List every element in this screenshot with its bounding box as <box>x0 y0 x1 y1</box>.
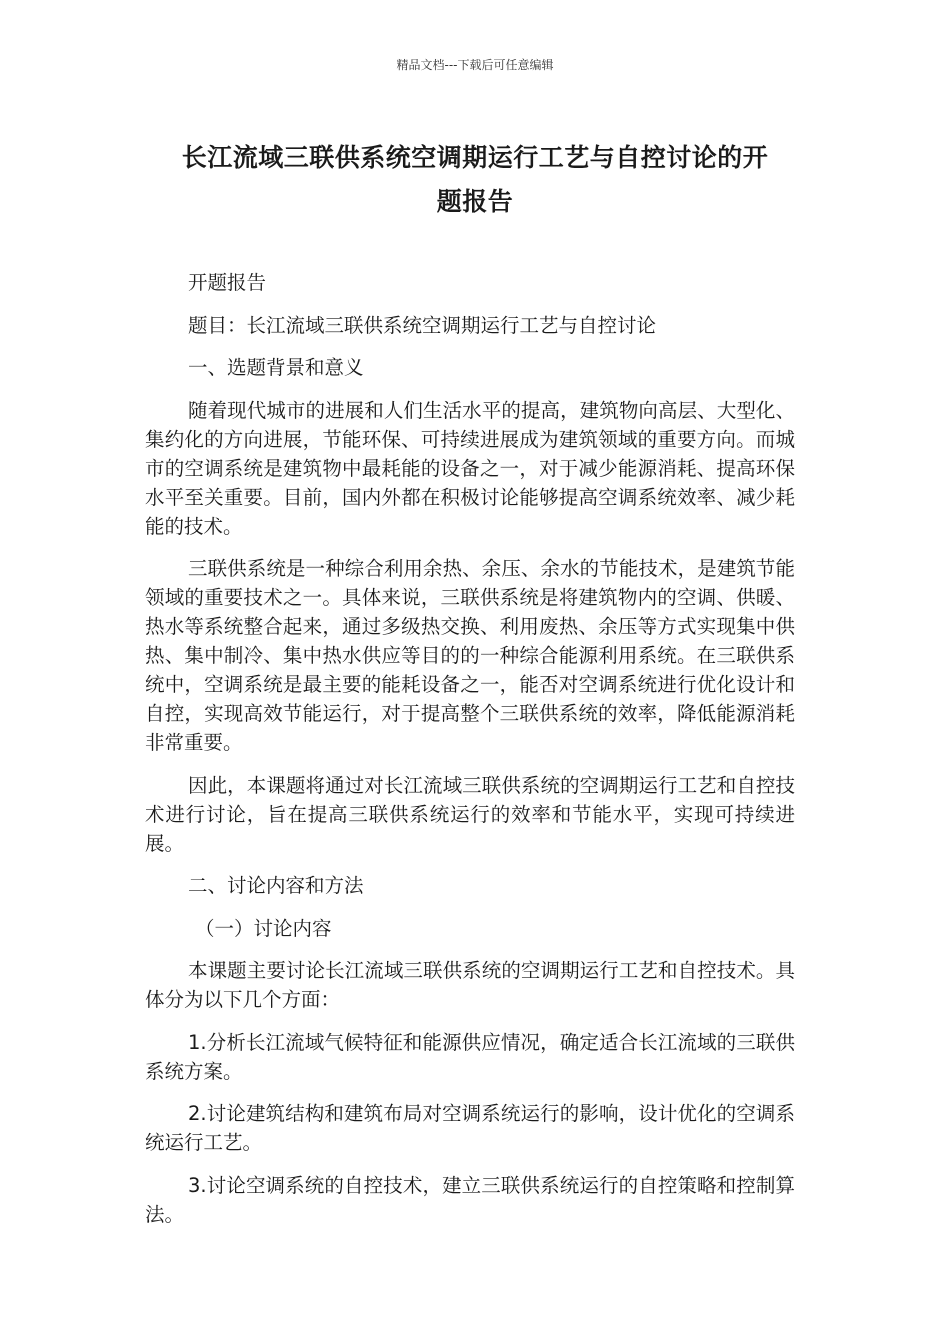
subsection-heading-1: （一）讨论内容 <box>195 916 332 940</box>
background-paragraph-2: 三联供系统是一种综合利用余热、余压、余水的节能技术，是建筑节能领域的重要技术之一。具体来说，三联供系统是将建筑物内的空调、供暖、热水等系统整合起来，通过多级热交换、利用废热、余压等方式实现集中供热、集中制冷、集中热水供应等目的的一种综合能源利用系统。在三联供系统中，空调系统是最主要的能耗设备之一，能否对空调系统进行优化设计和自控，实现高效节能运行，对于提高整个三联供系统的效率，降低能源消耗非常重要。 <box>145 557 795 754</box>
topic-line: 题目：长江流域三联供系统空调期运行工艺与自控讨论 <box>188 313 657 337</box>
content-item-1: 1.分析长江流域气候特征和能源供应情况，确定适合长江流域的三联供系统方案。 <box>145 1030 795 1083</box>
document-body <box>145 268 795 1242</box>
content-intro-paragraph: 本课题主要讨论长江流域三联供系统的空调期运行工艺和自控技术。具体分为以下几个方面： <box>145 959 795 1011</box>
background-paragraph-1: 随着现代城市的进展和人们生活水平的提高，建筑物向高层、大型化、集约化的方向进展，节能环保、可持续进展成为建筑领域的重要方向。而城市的空调系统是建筑物中最耗能的设备之一，对于减少能源消耗、提高环保水平至关重要。目前，国内外都在积极讨论能够提高空调系统效率、减少耗能的技术。 <box>145 398 795 538</box>
document-title <box>140 136 810 224</box>
content-item-3: 3.讨论空调系统的自控技术，建立三联供系统运行的自控策略和控制算法。 <box>145 1173 795 1226</box>
title-line-1: 长江流域三联供系统空调期运行工艺与自控讨论的开 <box>181 143 769 172</box>
section-heading-1: 一、选题背景和意义 <box>188 356 364 379</box>
section-heading-2: 二、讨论内容和方法 <box>188 874 364 897</box>
title-line-2: 题报告 <box>436 187 514 216</box>
header-note: 精品文档---下载后可任意编辑 <box>396 58 554 72</box>
content-item-2: 2.讨论建筑结构和建筑布局对空调系统运行的影响，设计优化的空调系统运行工艺。 <box>145 1102 795 1154</box>
report-label: 开题报告 <box>188 271 267 294</box>
background-paragraph-3: 因此，本课题将通过对长江流域三联供系统的空调期运行工艺和自控技术进行讨论，旨在提高三联供系统运行的效率和节能水平，实现可持续进展。 <box>145 773 795 855</box>
